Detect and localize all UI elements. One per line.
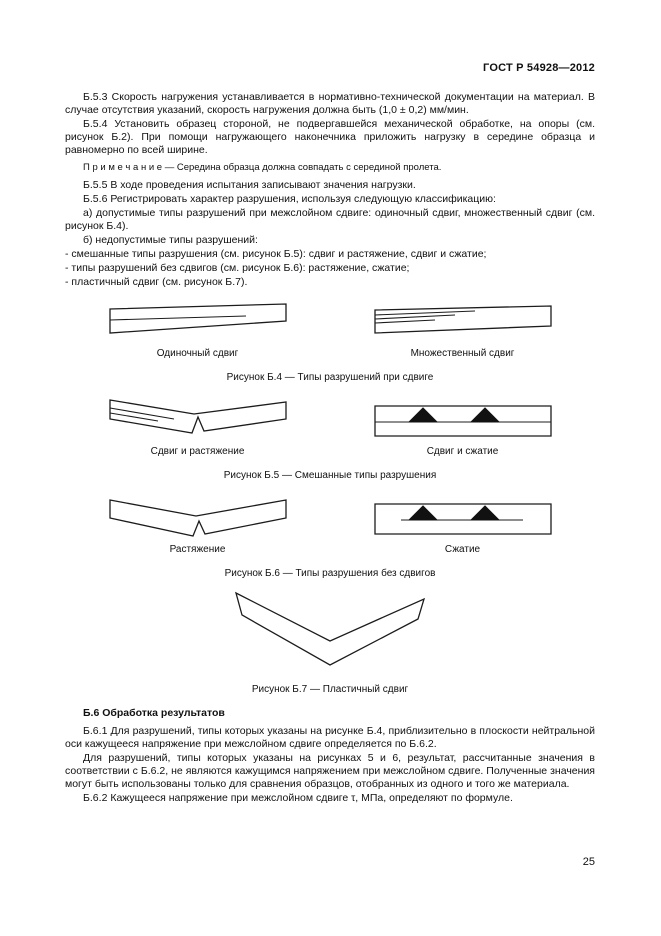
figure-b4-right bbox=[330, 301, 595, 359]
figure-b5-caption: Рисунок Б.5 — Смешанные типы разрушения bbox=[223, 470, 437, 481]
figure-b5-left-label: Сдвиг и растяжение bbox=[150, 446, 245, 457]
shear-and-tension-drawing bbox=[108, 395, 288, 441]
list-item-a: а) допустимые типы разрушений при межслойном сдвиге: одиночный сдвиг, множественный сдвиг (см. рисунок Б.4). bbox=[65, 207, 595, 232]
figure-b5-right bbox=[330, 395, 595, 457]
list-item-b-dash3: - пластичный сдвиг (см. рисунок Б.7). bbox=[65, 276, 248, 288]
figure-b5 bbox=[65, 395, 595, 457]
figure-b7-caption: Рисунок Б.7 — Пластичный сдвиг bbox=[251, 684, 409, 695]
figure-b6-right bbox=[330, 493, 595, 555]
figure-b4 bbox=[65, 301, 595, 359]
figure-b6-caption: Рисунок Б.6 — Типы разрушения без сдвигов bbox=[224, 568, 436, 579]
note-paragraph: П р и м е ч а н и е — Середина образца должна совпадать с серединой пролета. bbox=[83, 162, 442, 173]
doc-number: ГОСТ Р 54928—2012 bbox=[483, 62, 595, 74]
figure-b6-left-label: Растяжение bbox=[169, 544, 226, 555]
shear-and-compression-drawing bbox=[373, 401, 553, 441]
figure-b6-right-label: Сжатие bbox=[444, 544, 481, 555]
paragraph-b5-3: Б.5.3 Скорость нагружения устанавливается в нормативно-технической документации на материал. В случае отсутствия указаний, скорость нагружения должна быть (1,0 ± 0,2) мм/мин. bbox=[65, 91, 595, 116]
paragraph-b5-5: Б.5.5 В ходе проведения испытания записывают значения нагрузки. bbox=[83, 179, 416, 191]
paragraph-b5-4: Б.5.4 Установить образец стороной, не подвергавшейся механической обработке, на опоры (см. рисунок Б.2). При помощи нагружающего наконечника приложить нагрузку в середине образца и равномерно по всей ширине. bbox=[65, 118, 595, 156]
tension-drawing bbox=[108, 493, 288, 539]
paragraph-b6-2: Б.6.2 Кажущееся напряжение при межслойном сдвиге τ, МПа, определяют по формуле. bbox=[83, 792, 513, 804]
paragraph-b6-1: Б.6.1 Для разрушений, типы которых указаны на рисунке Б.4, приблизительно в плоскости нейтральной оси кажущееся напряжение при межслойном сдвиге определяется по Б.6.2. bbox=[65, 725, 595, 750]
paragraph-b5-6: Б.5.6 Регистрировать характер разрушения, используя следующую классификацию: bbox=[83, 193, 496, 205]
multiple-shear-drawing bbox=[373, 303, 553, 343]
page-number: 25 bbox=[582, 856, 595, 868]
list-item-b-dash1: - смешанные типы разрушения (см. рисунок Б.5): сдвиг и растяжение, сдвиг и сжатие; bbox=[65, 248, 487, 260]
list-item-b: б) недопустимые типы разрушений: bbox=[83, 234, 258, 246]
single-shear-drawing bbox=[108, 301, 288, 343]
figure-b4-caption: Рисунок Б.4 — Типы разрушений при сдвиге bbox=[226, 372, 434, 383]
section-b6-title: Б.6 Обработка результатов bbox=[83, 707, 225, 719]
figure-b7 bbox=[65, 587, 595, 671]
figure-b6 bbox=[65, 493, 595, 555]
compression-drawing bbox=[373, 499, 553, 539]
paragraph-b6-1b: Для разрушений, типы которых указаны на рисунках 5 и 6, результат, рассчитанные значения в соответствии с Б.6.2, не являются кажущимся напряжением при межслойном сдвиге. Полученные значения могут быть использованы только для сравнения образцов, отобранных из одного и того же материала. bbox=[65, 752, 595, 790]
figure-b6-left bbox=[65, 493, 330, 555]
figure-b4-left-label: Одиночный сдвиг bbox=[156, 348, 239, 359]
figure-b5-right-label: Сдвиг и сжатие bbox=[426, 446, 499, 457]
figure-b5-left bbox=[65, 395, 330, 457]
list-item-b-dash2: - типы разрушений без сдвигов (см. рисунок Б.6): растяжение, сжатие; bbox=[65, 262, 410, 274]
plastic-shear-drawing bbox=[220, 587, 440, 671]
document-header bbox=[65, 58, 595, 76]
figure-b4-right-label: Множественный сдвиг bbox=[410, 348, 515, 359]
figure-b4-left bbox=[65, 301, 330, 359]
